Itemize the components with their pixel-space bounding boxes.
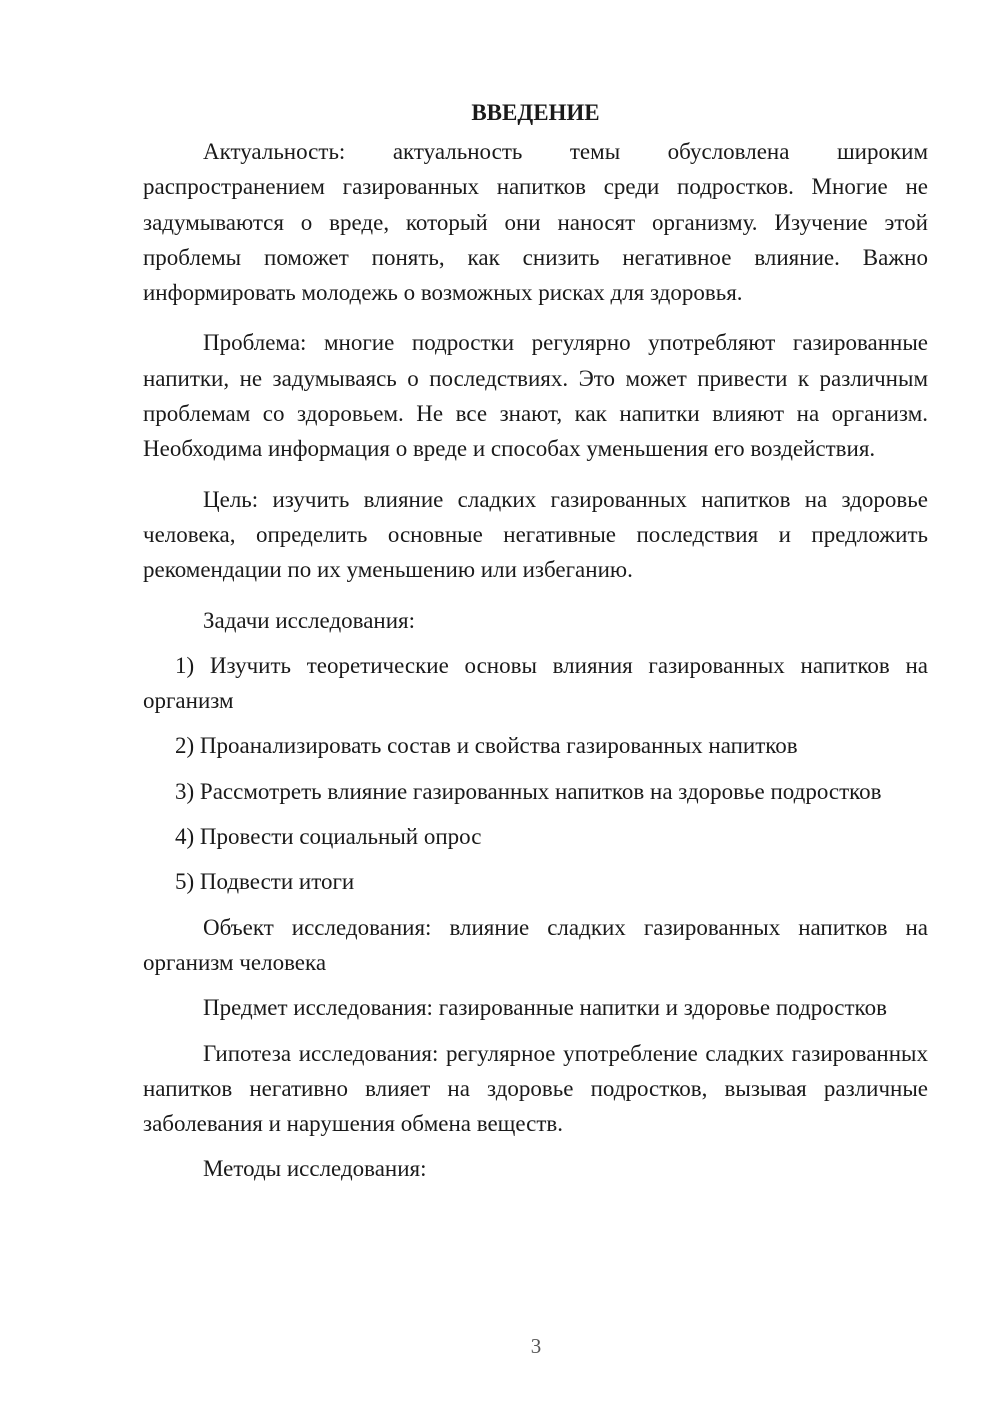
paragraph-goal: Цель: изучить влияние сладких газированных напитков на здоровье человека, определить основные негативные последствия и предложить рекомендации по их уменьшению или избеганию. <box>143 486 928 583</box>
section-title: ВВЕДЕНИЕ <box>471 100 600 125</box>
task-item-4: 4) Провести социальный опрос <box>175 824 482 850</box>
task-item-3: 3) Рассмотреть влияние газированных напитков на здоровье подростков <box>175 778 882 804</box>
paragraph-hypothesis: Гипотеза исследования: регулярное употребление сладких газированных напитков негативно влияет на здоровье подростков, вызывая различные заболевания и нарушения обмена веществ. <box>143 1040 928 1137</box>
paragraph-relevance: Актуальность: актуальность темы обусловлена широким распространением газированных напитков среди подростков. Многие не задумываются о вреде, который они наносят организму. Изучение этой проблемы поможет понять, как снизить негативное влияние. Важно информировать молодежь о возможных рисках для здоровья. <box>143 139 928 306</box>
task-item-1: 1) Изучить теоретические основы влияния газированных напитков на организм <box>143 652 928 714</box>
paragraph-tasks-heading: Задачи исследования: <box>203 607 416 633</box>
task-item-5: 5) Подвести итоги <box>175 869 355 895</box>
paragraph-methods-heading: Методы исследования: <box>203 1156 427 1182</box>
task-item-2: 2) Проанализировать состав и свойства газированных напитков <box>175 733 798 759</box>
paragraph-problem: Проблема: многие подростки регулярно употребляют газированные напитки, не задумываясь о последствиях. Это может привести к различным проблемам со здоровьем. Не все знают, как напитки влияют на организм. Необходима информация о вреде и способах уменьшения его воздействия. <box>143 330 928 462</box>
paragraph-object: Объект исследования: влияние сладких газированных напитков на организм человека <box>143 914 928 975</box>
page-number: 3 <box>530 1334 542 1358</box>
paragraph-subject: Предмет исследования: газированные напитки и здоровье подростков <box>203 995 887 1021</box>
page-content <box>143 95 928 1197</box>
